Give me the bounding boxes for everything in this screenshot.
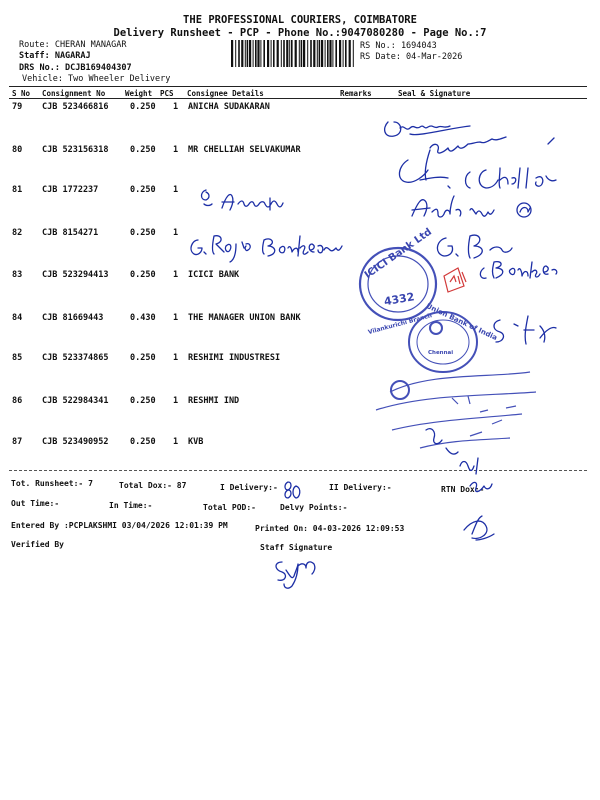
row-pcs: 1 bbox=[173, 396, 179, 406]
row-sno: 82 bbox=[12, 228, 23, 238]
signature-row-82-inline bbox=[191, 236, 250, 262]
bottom-right-signature bbox=[464, 516, 494, 540]
drs-number: DRS No.: DCJB169404307 bbox=[19, 63, 132, 73]
row-weight: 0.250 bbox=[130, 270, 156, 280]
vehicle-text: Vehicle: Two Wheeler Delivery bbox=[22, 74, 171, 84]
verified-by: Verified By bbox=[11, 540, 64, 549]
col-seal-signature: Seal & Signature bbox=[398, 89, 471, 98]
row-weight: 0.250 bbox=[130, 185, 156, 195]
row-weight: 0.250 bbox=[130, 102, 156, 112]
row-pcs: 1 bbox=[173, 353, 179, 363]
row-consignee: KVB bbox=[188, 437, 204, 447]
row-sno: 81 bbox=[12, 185, 23, 195]
signature-row-81 bbox=[412, 196, 494, 217]
row-pcs: 1 bbox=[173, 228, 179, 238]
total-runsheet: Tot. Runsheet:- 7 bbox=[11, 479, 93, 488]
col-remarks: Remarks bbox=[340, 89, 372, 98]
printed-on: Printed On: 04-03-2026 12:09:53 bbox=[255, 524, 405, 533]
row-consignment: CJB 1772237 bbox=[42, 185, 99, 195]
row-weight: 0.250 bbox=[130, 353, 156, 363]
reshmi-industries-stamp bbox=[376, 372, 536, 448]
row-consignee: ANICHA SUDAKARAN bbox=[188, 102, 270, 112]
row-weight: 0.430 bbox=[130, 313, 156, 323]
row-pcs: 1 bbox=[173, 185, 179, 195]
col-sno: S No bbox=[12, 89, 31, 98]
row-weight: 0.250 bbox=[130, 145, 156, 155]
icici-bank-stamp bbox=[360, 227, 436, 336]
union-stamp-name: Union Bank of India bbox=[424, 302, 499, 343]
signature-row-81-inline bbox=[202, 190, 284, 210]
row-consignment: CJB 8154271 bbox=[42, 228, 99, 238]
entered-by: Entered By :PCPLAKSHMI 03/04/2026 12:01:39 PM bbox=[11, 521, 228, 530]
row-consignee: ICICI BANK bbox=[188, 270, 240, 280]
i-delivery: I Delivery:- bbox=[220, 483, 278, 492]
col-consignment: Consignment No bbox=[42, 89, 106, 98]
union-stamp-branch: Chennai bbox=[428, 350, 454, 356]
ii-delivery: II Delivery:- bbox=[329, 483, 392, 492]
row-pcs: 1 bbox=[173, 102, 179, 112]
row-consignment: CJB 523490952 bbox=[42, 437, 109, 447]
row-sno: 83 bbox=[12, 270, 23, 280]
runsheet-subtitle: Delivery Runsheet - PCP - Phone No.:9047080280 - Page No.:7 bbox=[113, 27, 487, 39]
out-time: Out Time:- bbox=[11, 499, 60, 508]
row-weight: 0.250 bbox=[130, 437, 156, 447]
delivery-points: Delvy Points:- bbox=[280, 503, 348, 512]
col-pcs: PCS bbox=[160, 89, 174, 98]
row-consignee: THE MANAGER UNION BANK bbox=[188, 313, 301, 323]
row-pcs: 1 bbox=[173, 145, 179, 155]
row-sno: 85 bbox=[12, 353, 23, 363]
row-consignee: RESHMI IND bbox=[188, 396, 240, 406]
row-consignment: CJB 523374865 bbox=[42, 353, 109, 363]
row-consignment: CJB 522984341 bbox=[42, 396, 109, 406]
row-pcs: 1 bbox=[173, 270, 179, 280]
row-weight: 0.250 bbox=[130, 396, 156, 406]
icici-stamp-name: ICICI Bank Ltd bbox=[362, 226, 435, 282]
signature-row-79 bbox=[385, 122, 470, 136]
total-dox: Total Dox:- 87 bbox=[119, 481, 187, 490]
route-text: Route: CHERAN MANAGAR bbox=[19, 40, 127, 50]
rs-number: RS No.: 1694043 bbox=[360, 41, 437, 51]
row-consignee: MR CHELLIAH SELVAKUMAR bbox=[188, 145, 301, 155]
signature-row-84 bbox=[494, 316, 556, 344]
row-sno: 79 bbox=[12, 102, 23, 112]
row-consignment: CJB 523156318 bbox=[42, 145, 109, 155]
in-time: In Time:- bbox=[109, 501, 153, 510]
row-sno: 87 bbox=[12, 437, 23, 447]
col-weight: Weight bbox=[125, 89, 153, 98]
i-delivery-handwritten bbox=[285, 482, 300, 498]
staff-signature bbox=[276, 562, 315, 588]
row-consignment: CJB 523294413 bbox=[42, 270, 109, 280]
row-sno: 86 bbox=[12, 396, 23, 406]
row-weight: 0.250 bbox=[130, 228, 156, 238]
staff-signature-label: Staff Signature bbox=[260, 543, 333, 552]
row-pcs: 1 bbox=[173, 437, 179, 447]
company-title: THE PROFESSIONAL COURIERS, COIMBATORE bbox=[183, 14, 417, 26]
rtn-dox: RTN Dox:- bbox=[441, 485, 485, 494]
icici-stamp-branch: Vilankurichi Branch bbox=[367, 312, 433, 337]
rtn-dox-handwritten bbox=[470, 482, 492, 491]
row-sno: 84 bbox=[12, 313, 23, 323]
signature-row-82 bbox=[437, 235, 512, 258]
col-consignee: Consignee Details bbox=[187, 89, 264, 98]
icici-stamp-code: 4332 bbox=[382, 290, 416, 309]
row-consignment: CJB 523466816 bbox=[42, 102, 109, 112]
rs-date: RS Date: 04-Mar-2026 bbox=[360, 52, 463, 62]
row-consignment: CJB 81669443 bbox=[42, 313, 104, 323]
row-pcs: 1 bbox=[173, 313, 179, 323]
staff-text: Staff: NAGARAJ bbox=[19, 51, 91, 61]
signature-row-80 bbox=[399, 150, 450, 188]
row-sno: 80 bbox=[12, 145, 23, 155]
total-pod: Total POD:- bbox=[203, 503, 256, 512]
row-consignee: RESHIMI INDUSTRESI bbox=[188, 353, 281, 363]
red-stamp bbox=[444, 268, 464, 292]
